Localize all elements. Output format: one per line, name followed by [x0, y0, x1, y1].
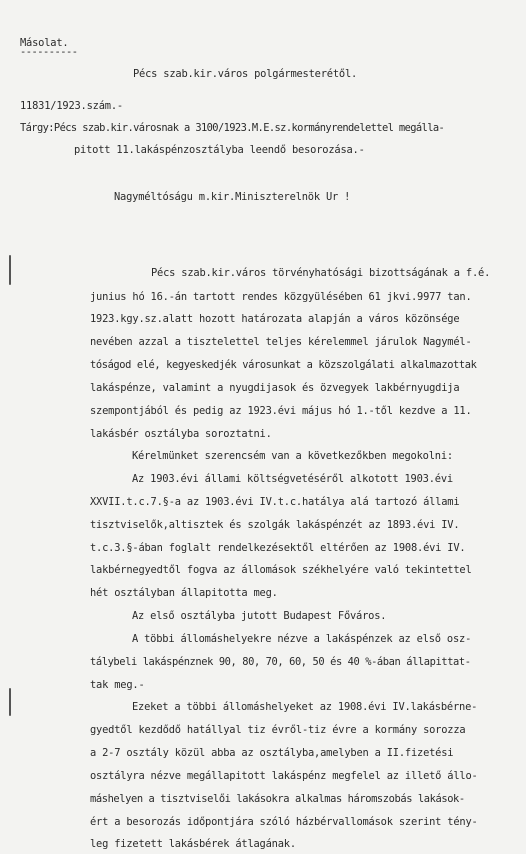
body-line: t.c.3.§-ában foglalt rendelkezésektől eltérően az 1908.évi IV.: [90, 542, 466, 554]
body-line: junius hó 16.-án tartott rendes közgyülésében 61 jkvi.9977 tan.: [90, 291, 472, 303]
body-line: lakáspénze, valamint a nyugdijasok és özvegyek lakbérnyugdija: [90, 382, 460, 394]
body-line: nevében azzal a tisztelettel teljes kérelemmel járulok Nagymél-: [90, 336, 472, 348]
reference-number: 11831/1923.szám.-: [20, 100, 123, 112]
body-line: XXVII.t.c.7.§-a az 1903.évi IV.t.c.hatálya alá tartozó állami: [90, 496, 460, 508]
body-line: tóságod elé, kegyeskedjék városunkat a közszolgálati alkalmazottak: [90, 359, 477, 371]
body-line: Az 1903.évi állami költségvetéséről alkotott 1903.évi: [132, 473, 453, 485]
body-line: a 2-7 osztály közül abba az osztályba,amelyben a II.fizetési: [90, 747, 454, 759]
body-line: tisztviselők,altisztek és szolgák lakáspénzét az 1893.évi IV.: [90, 519, 460, 531]
body-line: osztályra nézve megállapitott lakáspénz megfelel az illető állo-: [90, 770, 478, 782]
sender-line: Pécs szab.kir.város polgármesterétől.: [133, 68, 358, 80]
copy-label-underline: ----------: [20, 46, 78, 58]
body-line: szempontjából és pedig az 1923.évi május hó 1.-től kezdve a 11.: [90, 405, 472, 417]
body-line: lakásbér osztályba soroztatni.: [90, 428, 272, 440]
body-line: Pécs szab.kir.város törvényhatósági bizottságának a f.é.: [151, 267, 491, 279]
subject-line: Tárgy:Pécs szab.kir.városnak a 3100/1923.M.E.sz.kormányrendelettel megálla-: [20, 122, 445, 134]
copy-label: Másolat.: [20, 37, 69, 49]
body-line: ért a besorozás időpontjára szóló házbérvallomások szerint tény-: [90, 816, 478, 828]
body-line: A többi állomáshelyekre nézve a lakáspénzek az első osz-: [132, 633, 472, 645]
body-line: leg fizetett lakásbérek átlagának.: [90, 838, 296, 850]
body-line: tálybeli lakáspénznek 90, 80, 70, 60, 50 és 40 %-ában állapittat-: [90, 656, 471, 668]
salutation: Nagyméltóságu m.kir.Miniszterelnök Ur !: [114, 191, 351, 203]
body-line: hét osztályban állapitotta meg.: [90, 587, 278, 599]
margin-mark: [9, 688, 11, 716]
body-line: Kérelmünket szerencsém van a következőkben megokolni:: [132, 450, 453, 462]
body-line: máshelyen a tisztviselői lakásokra alkalmas háromszobás lakások-: [90, 793, 465, 805]
body-line: gyedtől kezdődő hatállyal tiz évről-tiz évre a kormány sorozza: [90, 724, 466, 736]
body-line: 1923.kgy.sz.alatt hozott határozata alapján a város közönsége: [90, 313, 460, 325]
margin-mark: [9, 255, 11, 285]
body-line: lakbérnegyedtől fogva az állomások székhelyére való tekintettel: [90, 564, 472, 576]
subject-line-continued: pitott 11.lakáspénzosztályba leendő besorozása.-: [74, 144, 365, 156]
body-line: Ezeket a többi állomáshelyeket az 1908.évi IV.lakásbérne-: [132, 701, 478, 713]
body-line: tak meg.-: [90, 679, 145, 691]
body-line: Az első osztályba jutott Budapest Főváros.: [132, 610, 387, 622]
